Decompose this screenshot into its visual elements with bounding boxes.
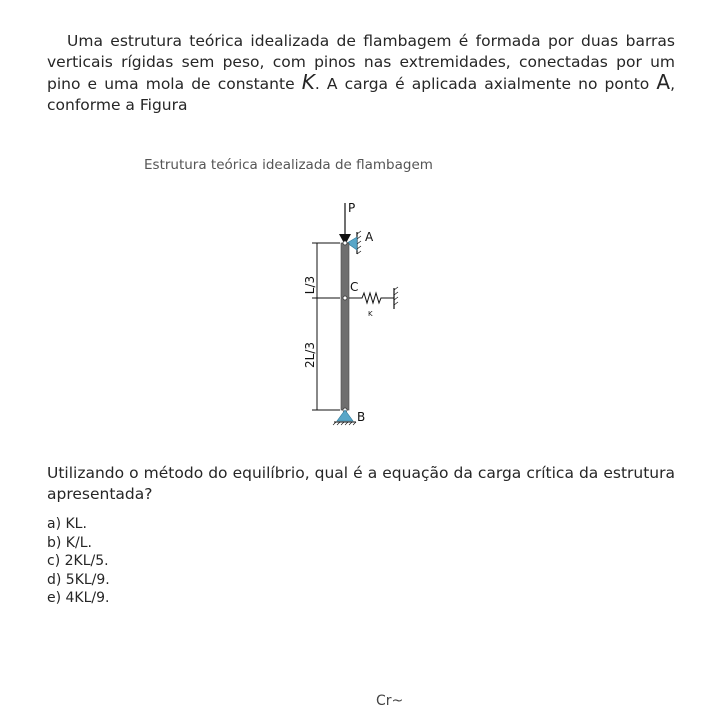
point-a-symbol: A <box>656 70 671 94</box>
option-a[interactable]: a) KL. <box>47 516 87 532</box>
problem-statement <box>47 31 675 115</box>
intro-text-3: , conforme a Figura <box>47 75 675 114</box>
option-e[interactable]: e) 4KL/9. <box>47 590 110 606</box>
figure-caption: Estrutura teórica idealizada de flambagem <box>144 157 433 173</box>
pin-c <box>343 296 347 300</box>
lower-length-label: 2L/3 <box>303 342 317 368</box>
option-d[interactable]: d) 5KL/9. <box>47 571 110 588</box>
node-c-label: C <box>350 280 359 294</box>
buckling-structure-figure <box>290 195 420 435</box>
option-b[interactable]: b) K/L. <box>47 534 92 551</box>
spring-wall-hatch <box>394 287 398 305</box>
pin-support-b-icon <box>337 410 353 421</box>
rigid-bar <box>341 243 349 410</box>
option-c[interactable]: c) 2KL/5. <box>47 553 109 569</box>
node-b-label: B <box>357 410 366 424</box>
spring-constant-symbol: K <box>301 70 315 94</box>
cut-off-footer-text: Cr~ <box>376 693 404 709</box>
spring-icon <box>349 293 394 303</box>
top-wall-hatch <box>357 231 361 254</box>
answer-options <box>47 515 110 608</box>
intro-text-1: Uma estrutura teórica idealizada de flambagem é formada por duas barras verticais rígidas sem peso, com pinos nas extremidades, conectadas por um pino e uma mola de constante <box>47 32 675 93</box>
question-text: Utilizando o método do equilíbrio, qual é a equação da carga crítica da estrutura apresentada? <box>47 464 675 503</box>
node-a-label: A <box>365 230 374 244</box>
intro-text-2: . A carga é aplicada axialmente no ponto <box>314 75 657 93</box>
spring-label: K <box>368 310 373 318</box>
upper-length-label: L/3 <box>303 275 317 295</box>
pin-a <box>343 241 347 245</box>
load-label: P <box>348 201 356 215</box>
